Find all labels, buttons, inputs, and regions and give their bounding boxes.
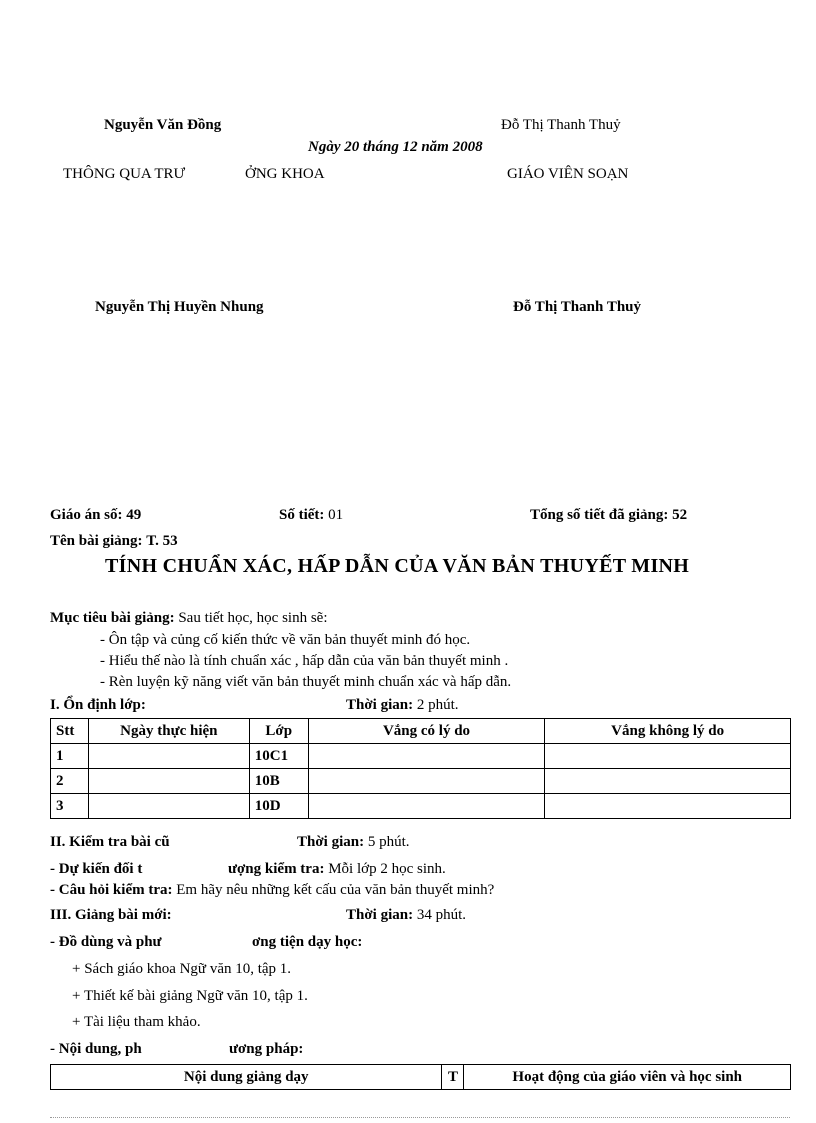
- section3-heading: III. Giảng bài mới:: [50, 907, 172, 923]
- document-date: Ngày 20 tháng 12 năm 2008: [308, 139, 483, 155]
- col-header-class: Lớp: [249, 719, 308, 744]
- table-row: [51, 744, 791, 769]
- row-stt: 3: [51, 794, 89, 819]
- section1-heading: I. Ổn định lớp:: [50, 697, 146, 713]
- plan-number-label: Giáo án số:: [50, 507, 123, 523]
- row-absent-unexcused: [545, 794, 791, 819]
- approver-role-part1: THÔNG QUA TRƯ: [63, 166, 186, 182]
- section2-time: [297, 834, 410, 851]
- teacher-name-top: Đỗ Thị Thanh Thuỷ: [501, 117, 621, 133]
- objectives-label: Mục tiêu bài giảng:: [50, 610, 175, 626]
- tool-item: + Tài liệu tham khảo.: [72, 1014, 201, 1030]
- teacher-name-bottom: Đỗ Thị Thanh Thuỷ: [513, 299, 642, 315]
- row-stt: 1: [51, 744, 89, 769]
- content-label-part2: ương pháp:: [229, 1041, 304, 1057]
- objective-item: - Rèn luyện kỹ năng viết văn bản thuyết minh chuẩn xác và hấp dẫn.: [100, 674, 512, 690]
- section3-time-value: 34 phút.: [416, 907, 466, 923]
- total-periods-label: Tổng số tiết đã giảng:: [530, 507, 669, 523]
- row-date: [88, 744, 249, 769]
- row-class: 10C1: [249, 744, 308, 769]
- section2-time-value: 5 phút.: [367, 834, 410, 850]
- approver-name-top: Nguyễn Văn Đồng: [104, 117, 222, 133]
- expected-label-part2: ượng kiểm tra:: [228, 861, 325, 877]
- lesson-name: [50, 533, 178, 550]
- col-header-date: Ngày thực hiện: [88, 719, 249, 744]
- objective-item: - Hiểu thế nào là tính chuẩn xác , hấp dẫn của văn bản thuyết minh .: [100, 653, 509, 669]
- content-table: [50, 1064, 791, 1090]
- row-absent-excused: [308, 794, 545, 819]
- row-absent-excused: [308, 744, 545, 769]
- tool-item: + Sách giáo khoa Ngữ văn 10, tập 1.: [72, 961, 292, 977]
- section1-time: [346, 697, 459, 714]
- expected-value: Mỗi lớp 2 học sinh.: [328, 861, 446, 877]
- check-question-value: Em hãy nêu những kết cấu của văn bản thuyết minh?: [176, 882, 495, 898]
- objectives-line: [50, 610, 328, 627]
- row-stt: 2: [51, 769, 89, 794]
- col-header-time: T: [442, 1065, 464, 1090]
- tools-label-part2: ơng tiện dạy học:: [252, 934, 363, 950]
- section2-time-label: Thời gian:: [297, 834, 365, 850]
- check-question-label: - Câu hỏi kiểm tra:: [50, 882, 173, 898]
- section3-time-label: Thời gian:: [346, 907, 414, 923]
- approver-role-part2: ỞNG KHOA: [245, 166, 325, 182]
- objective-item: - Ôn tập và củng cố kiến thức về văn bản thuyết minh đó học.: [100, 632, 471, 648]
- period-count-value: 01: [328, 507, 344, 523]
- expected-label-part1: - Dự kiến đối t: [50, 861, 143, 877]
- objectives-intro: Sau tiết học, học sinh sẽ:: [178, 610, 328, 626]
- expected-students-line: [50, 861, 142, 878]
- col-header-content: Nội dung giảng dạy: [51, 1065, 442, 1090]
- attendance-header-row: [51, 719, 791, 744]
- lesson-name-label: Tên bài giảng:: [50, 533, 143, 549]
- section2-heading: II. Kiểm tra bài cũ: [50, 834, 170, 850]
- total-periods: [530, 507, 687, 524]
- approver-name-bottom: Nguyễn Thị Huyền Nhung: [95, 299, 264, 315]
- section1-time-label: Thời gian:: [346, 697, 414, 713]
- period-count-label: Số tiết:: [279, 507, 325, 523]
- content-header-row: [51, 1065, 791, 1090]
- col-header-absent-excused: Vắng có lý do: [308, 719, 545, 744]
- total-periods-value: 52: [672, 507, 688, 523]
- lesson-title: TÍNH CHUẨN XÁC, HẤP DẪN CỦA VĂN BẢN THUYẾT MINH: [105, 555, 690, 577]
- plan-number: [50, 507, 141, 524]
- lesson-name-value: T. 53: [146, 533, 178, 549]
- tool-item: + Thiết kế bài giảng Ngữ văn 10, tập 1.: [72, 988, 308, 1004]
- page-bottom-divider: [50, 1117, 790, 1118]
- section3-time: [346, 907, 466, 924]
- attendance-table: [50, 718, 791, 819]
- row-absent-excused: [308, 769, 545, 794]
- check-question-line: [50, 882, 494, 899]
- row-class: 10D: [249, 794, 308, 819]
- content-label-part1: - Nội dung, ph: [50, 1041, 142, 1057]
- period-count: [279, 507, 343, 524]
- col-header-absent-unexcused: Vắng không lý do: [545, 719, 791, 744]
- row-class: 10B: [249, 769, 308, 794]
- table-row: [51, 769, 791, 794]
- row-absent-unexcused: [545, 744, 791, 769]
- plan-number-value: 49: [126, 507, 142, 523]
- col-header-activities: Hoạt động của giáo viên và học sinh: [464, 1065, 791, 1090]
- table-row: [51, 794, 791, 819]
- expected-students-line-cont: [228, 861, 446, 878]
- tools-label-part1: - Đồ dùng và phư: [50, 934, 162, 950]
- row-date: [88, 769, 249, 794]
- col-header-stt: Stt: [51, 719, 89, 744]
- section1-time-value: 2 phút.: [416, 697, 459, 713]
- row-date: [88, 794, 249, 819]
- row-absent-unexcused: [545, 769, 791, 794]
- teacher-role: GIÁO VIÊN SOẠN: [507, 166, 629, 182]
